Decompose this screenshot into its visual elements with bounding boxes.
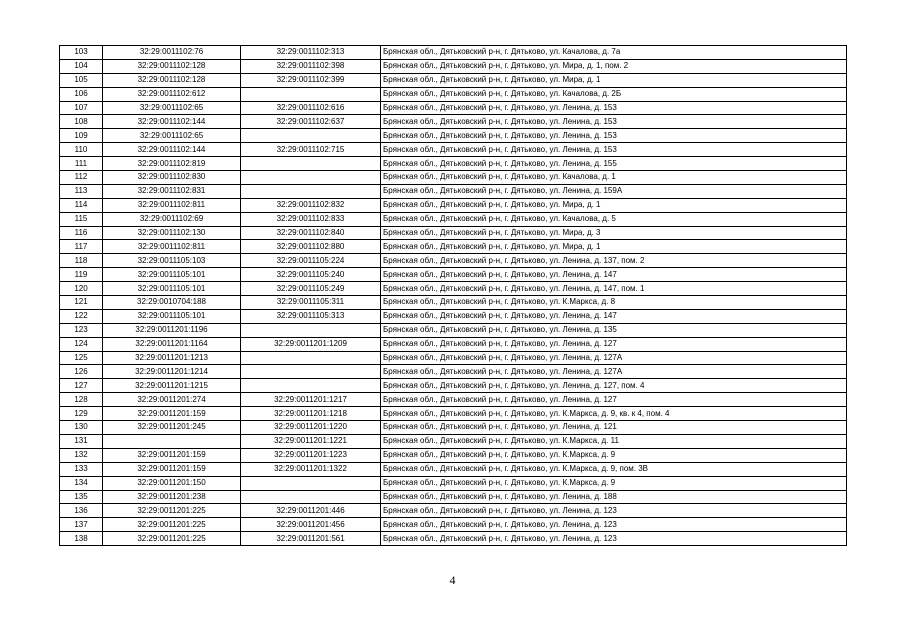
- row-number-cell: 114: [60, 198, 103, 212]
- row-number-cell: 124: [60, 337, 103, 351]
- row-number-cell: 116: [60, 226, 103, 240]
- table-row: [60, 309, 847, 323]
- building-cadastral-number-cell: [241, 351, 381, 365]
- row-number-cell: 128: [60, 393, 103, 407]
- table-row: [60, 296, 847, 310]
- address-cell: Брянская обл., Дятьковский р-н, г. Дятьково, ул. Ленина, д. 147: [381, 268, 847, 282]
- table-row: [60, 282, 847, 296]
- address-cell: Брянская обл., Дятьковский р-н, г. Дятьково, ул. Ленина, д. 159А: [381, 184, 847, 198]
- address-cell: Брянская обл., Дятьковский р-н, г. Дятьково, ул. К.Маркса, д. 9, кв. к 4, пом. 4: [381, 407, 847, 421]
- land-cadastral-number-cell: 32:29:0011201:159: [103, 407, 241, 421]
- address-cell: Брянская обл., Дятьковский р-н, г. Дятьково, ул. Качалова, д. 5: [381, 212, 847, 226]
- land-cadastral-number-cell: 32:29:0011201:238: [103, 490, 241, 504]
- address-cell: Брянская обл., Дятьковский р-н, г. Дятьково, ул. Ленина, д. 123: [381, 504, 847, 518]
- table-row: [60, 115, 847, 129]
- row-number-cell: 110: [60, 143, 103, 157]
- building-cadastral-number-cell: 32:29:0011102:715: [241, 143, 381, 157]
- land-cadastral-number-cell: 32:29:0011102:130: [103, 226, 241, 240]
- building-cadastral-number-cell: 32:29:0011105:224: [241, 254, 381, 268]
- land-cadastral-number-cell: 32:29:0011201:245: [103, 421, 241, 435]
- table-row: [60, 448, 847, 462]
- building-cadastral-number-cell: 32:29:0011102:833: [241, 212, 381, 226]
- address-cell: Брянская обл., Дятьковский р-н, г. Дятьково, ул. Ленина, д. 127: [381, 337, 847, 351]
- address-cell: Брянская обл., Дятьковский р-н, г. Дятьково, ул. Ленина, д. 147, пом. 1: [381, 282, 847, 296]
- row-number-cell: 118: [60, 254, 103, 268]
- land-cadastral-number-cell: 32:29:0011102:830: [103, 171, 241, 185]
- address-cell: Брянская обл., Дятьковский р-н, г. Дятьково, ул. Мира, д. 1: [381, 198, 847, 212]
- table-row: [60, 532, 847, 546]
- row-number-cell: 106: [60, 87, 103, 101]
- table-row: [60, 434, 847, 448]
- table-row: [60, 379, 847, 393]
- land-cadastral-number-cell: 32:29:0010704:188: [103, 296, 241, 310]
- land-cadastral-number-cell: 32:29:0011201:1164: [103, 337, 241, 351]
- table-row: [60, 351, 847, 365]
- table-row: [60, 268, 847, 282]
- building-cadastral-number-cell: 32:29:0011201:1217: [241, 393, 381, 407]
- table-row: [60, 59, 847, 73]
- land-cadastral-number-cell: 32:29:0011201:225: [103, 532, 241, 546]
- table-row: [60, 226, 847, 240]
- building-cadastral-number-cell: 32:29:0011105:313: [241, 309, 381, 323]
- cadastral-register-table: [59, 45, 847, 546]
- table-row: [60, 157, 847, 171]
- table-row: [60, 323, 847, 337]
- building-cadastral-number-cell: 32:29:0011102:616: [241, 101, 381, 115]
- table-row: [60, 198, 847, 212]
- land-cadastral-number-cell: 32:29:0011102:65: [103, 101, 241, 115]
- land-cadastral-number-cell: 32:29:0011201:159: [103, 462, 241, 476]
- row-number-cell: 113: [60, 184, 103, 198]
- land-cadastral-number-cell: [103, 434, 241, 448]
- land-cadastral-number-cell: 32:29:0011105:101: [103, 309, 241, 323]
- row-number-cell: 127: [60, 379, 103, 393]
- table-row: [60, 73, 847, 87]
- land-cadastral-number-cell: 32:29:0011105:101: [103, 282, 241, 296]
- page-number: 4: [449, 573, 456, 587]
- row-number-cell: 132: [60, 448, 103, 462]
- address-cell: Брянская обл., Дятьковский р-н, г. Дятьково, ул. Ленина, д. 188: [381, 490, 847, 504]
- land-cadastral-number-cell: 32:29:0011105:101: [103, 268, 241, 282]
- building-cadastral-number-cell: 32:29:0011201:1218: [241, 407, 381, 421]
- address-cell: Брянская обл., Дятьковский р-н, г. Дятьково, ул. Ленина, д. 147: [381, 309, 847, 323]
- row-number-cell: 136: [60, 504, 103, 518]
- row-number-cell: 120: [60, 282, 103, 296]
- table-body: [60, 46, 847, 546]
- row-number-cell: 131: [60, 434, 103, 448]
- table-row: [60, 365, 847, 379]
- row-number-cell: 103: [60, 46, 103, 60]
- building-cadastral-number-cell: 32:29:0011102:880: [241, 240, 381, 254]
- table-row: [60, 407, 847, 421]
- building-cadastral-number-cell: [241, 87, 381, 101]
- building-cadastral-number-cell: 32:29:0011201:1220: [241, 421, 381, 435]
- address-cell: Брянская обл., Дятьковский р-н, г. Дятьково, ул. К.Маркса, д. 11: [381, 434, 847, 448]
- building-cadastral-number-cell: 32:29:0011105:249: [241, 282, 381, 296]
- land-cadastral-number-cell: 32:29:0011102:69: [103, 212, 241, 226]
- row-number-cell: 130: [60, 421, 103, 435]
- building-cadastral-number-cell: [241, 490, 381, 504]
- row-number-cell: 115: [60, 212, 103, 226]
- table-row: [60, 87, 847, 101]
- row-number-cell: 122: [60, 309, 103, 323]
- table-row: [60, 337, 847, 351]
- land-cadastral-number-cell: 32:29:0011201:1196: [103, 323, 241, 337]
- table-row: [60, 101, 847, 115]
- row-number-cell: 125: [60, 351, 103, 365]
- building-cadastral-number-cell: [241, 323, 381, 337]
- table-row: [60, 490, 847, 504]
- building-cadastral-number-cell: 32:29:0011201:561: [241, 532, 381, 546]
- table-row: [60, 184, 847, 198]
- row-number-cell: 104: [60, 59, 103, 73]
- land-cadastral-number-cell: 32:29:0011102:819: [103, 157, 241, 171]
- row-number-cell: 111: [60, 157, 103, 171]
- address-cell: Брянская обл., Дятьковский р-н, г. Дятьково, ул. Ленина, д. 123: [381, 532, 847, 546]
- building-cadastral-number-cell: 32:29:0011102:398: [241, 59, 381, 73]
- address-cell: Брянская обл., Дятьковский р-н, г. Дятьково, ул. Ленина, д. 127: [381, 393, 847, 407]
- table-row: [60, 212, 847, 226]
- building-cadastral-number-cell: 32:29:0011105:240: [241, 268, 381, 282]
- building-cadastral-number-cell: 32:29:0011102:637: [241, 115, 381, 129]
- land-cadastral-number-cell: 32:29:0011201:225: [103, 504, 241, 518]
- building-cadastral-number-cell: 32:29:0011102:832: [241, 198, 381, 212]
- land-cadastral-number-cell: 32:29:0011102:144: [103, 143, 241, 157]
- row-number-cell: 119: [60, 268, 103, 282]
- table-row: [60, 143, 847, 157]
- address-cell: Брянская обл., Дятьковский р-н, г. Дятьково, ул. Мира, д. 1: [381, 73, 847, 87]
- address-cell: Брянская обл., Дятьковский р-н, г. Дятьково, ул. Мира, д. 1: [381, 240, 847, 254]
- table-row: [60, 462, 847, 476]
- land-cadastral-number-cell: 32:29:0011102:612: [103, 87, 241, 101]
- building-cadastral-number-cell: [241, 157, 381, 171]
- address-cell: Брянская обл., Дятьковский р-н, г. Дятьково, ул. Ленина, д. 153: [381, 129, 847, 143]
- building-cadastral-number-cell: 32:29:0011201:1209: [241, 337, 381, 351]
- table-row: [60, 129, 847, 143]
- land-cadastral-number-cell: 32:29:0011102:65: [103, 129, 241, 143]
- building-cadastral-number-cell: [241, 379, 381, 393]
- building-cadastral-number-cell: 32:29:0011201:456: [241, 518, 381, 532]
- row-number-cell: 129: [60, 407, 103, 421]
- land-cadastral-number-cell: 32:29:0011102:811: [103, 198, 241, 212]
- address-cell: Брянская обл., Дятьковский р-н, г. Дятьково, ул. Ленина, д. 137, пом. 2: [381, 254, 847, 268]
- building-cadastral-number-cell: [241, 129, 381, 143]
- address-cell: Брянская обл., Дятьковский р-н, г. Дятьково, ул. Ленина, д. 123: [381, 518, 847, 532]
- land-cadastral-number-cell: 32:29:0011201:159: [103, 448, 241, 462]
- land-cadastral-number-cell: 32:29:0011102:128: [103, 73, 241, 87]
- land-cadastral-number-cell: 32:29:0011201:1213: [103, 351, 241, 365]
- address-cell: Брянская обл., Дятьковский р-н, г. Дятьково, ул. Ленина, д. 153: [381, 101, 847, 115]
- building-cadastral-number-cell: 32:29:0011102:399: [241, 73, 381, 87]
- building-cadastral-number-cell: 32:29:0011105:311: [241, 296, 381, 310]
- building-cadastral-number-cell: [241, 476, 381, 490]
- row-number-cell: 133: [60, 462, 103, 476]
- table-row: [60, 46, 847, 60]
- building-cadastral-number-cell: 32:29:0011201:446: [241, 504, 381, 518]
- address-cell: Брянская обл., Дятьковский р-н, г. Дятьково, ул. Ленина, д. 135: [381, 323, 847, 337]
- row-number-cell: 108: [60, 115, 103, 129]
- building-cadastral-number-cell: 32:29:0011201:1221: [241, 434, 381, 448]
- address-cell: Брянская обл., Дятьковский р-н, г. Дятьково, ул. К.Маркса, д. 9: [381, 448, 847, 462]
- table-row: [60, 240, 847, 254]
- building-cadastral-number-cell: [241, 171, 381, 185]
- land-cadastral-number-cell: 32:29:0011102:144: [103, 115, 241, 129]
- row-number-cell: 109: [60, 129, 103, 143]
- address-cell: Брянская обл., Дятьковский р-н, г. Дятьково, ул. Ленина, д. 127А: [381, 351, 847, 365]
- land-cadastral-number-cell: 32:29:0011105:103: [103, 254, 241, 268]
- address-cell: Брянская обл., Дятьковский р-н, г. Дятьково, ул. Ленина, д. 121: [381, 421, 847, 435]
- table-row: [60, 476, 847, 490]
- building-cadastral-number-cell: 32:29:0011201:1322: [241, 462, 381, 476]
- address-cell: Брянская обл., Дятьковский р-н, г. Дятьково, ул. К.Маркса, д. 8: [381, 296, 847, 310]
- address-cell: Брянская обл., Дятьковский р-н, г. Дятьково, ул. К.Маркса, д. 9: [381, 476, 847, 490]
- table-row: [60, 421, 847, 435]
- address-cell: Брянская обл., Дятьковский р-н, г. Дятьково, ул. Ленина, д. 153: [381, 115, 847, 129]
- row-number-cell: 135: [60, 490, 103, 504]
- row-number-cell: 134: [60, 476, 103, 490]
- address-cell: Брянская обл., Дятьковский р-н, г. Дятьково, ул. Качалова, д. 7а: [381, 46, 847, 60]
- building-cadastral-number-cell: 32:29:0011102:313: [241, 46, 381, 60]
- table-row: [60, 254, 847, 268]
- address-cell: Брянская обл., Дятьковский р-н, г. Дятьково, ул. К.Маркса, д. 9, пом. 3В: [381, 462, 847, 476]
- row-number-cell: 107: [60, 101, 103, 115]
- row-number-cell: 117: [60, 240, 103, 254]
- row-number-cell: 126: [60, 365, 103, 379]
- land-cadastral-number-cell: 32:29:0011201:1214: [103, 365, 241, 379]
- row-number-cell: 121: [60, 296, 103, 310]
- address-cell: Брянская обл., Дятьковский р-н, г. Дятьково, ул. Ленина, д. 155: [381, 157, 847, 171]
- land-cadastral-number-cell: 32:29:0011201:1215: [103, 379, 241, 393]
- table-row: [60, 393, 847, 407]
- building-cadastral-number-cell: 32:29:0011102:840: [241, 226, 381, 240]
- row-number-cell: 105: [60, 73, 103, 87]
- table-row: [60, 504, 847, 518]
- land-cadastral-number-cell: 32:29:0011201:225: [103, 518, 241, 532]
- table-row: [60, 171, 847, 185]
- address-cell: Брянская обл., Дятьковский р-н, г. Дятьково, ул. Ленина, д. 153: [381, 143, 847, 157]
- land-cadastral-number-cell: 32:29:0011102:831: [103, 184, 241, 198]
- land-cadastral-number-cell: 32:29:0011201:274: [103, 393, 241, 407]
- land-cadastral-number-cell: 32:29:0011102:811: [103, 240, 241, 254]
- building-cadastral-number-cell: [241, 365, 381, 379]
- building-cadastral-number-cell: [241, 184, 381, 198]
- row-number-cell: 112: [60, 171, 103, 185]
- table-row: [60, 518, 847, 532]
- address-cell: Брянская обл., Дятьковский р-н, г. Дятьково, ул. Ленина, д. 127А: [381, 365, 847, 379]
- land-cadastral-number-cell: 32:29:0011201:150: [103, 476, 241, 490]
- address-cell: Брянская обл., Дятьковский р-н, г. Дятьково, ул. Качалова, д. 2Б: [381, 87, 847, 101]
- land-cadastral-number-cell: 32:29:0011102:76: [103, 46, 241, 60]
- land-cadastral-number-cell: 32:29:0011102:128: [103, 59, 241, 73]
- row-number-cell: 137: [60, 518, 103, 532]
- address-cell: Брянская обл., Дятьковский р-н, г. Дятьково, ул. Мира, д. 3: [381, 226, 847, 240]
- building-cadastral-number-cell: 32:29:0011201:1223: [241, 448, 381, 462]
- row-number-cell: 138: [60, 532, 103, 546]
- address-cell: Брянская обл., Дятьковский р-н, г. Дятьково, ул. Ленина, д. 127, пом. 4: [381, 379, 847, 393]
- address-cell: Брянская обл., Дятьковский р-н, г. Дятьково, ул. Качалова, д. 1: [381, 171, 847, 185]
- address-cell: Брянская обл., Дятьковский р-н, г. Дятьково, ул. Мира, д. 1, пом. 2: [381, 59, 847, 73]
- row-number-cell: 123: [60, 323, 103, 337]
